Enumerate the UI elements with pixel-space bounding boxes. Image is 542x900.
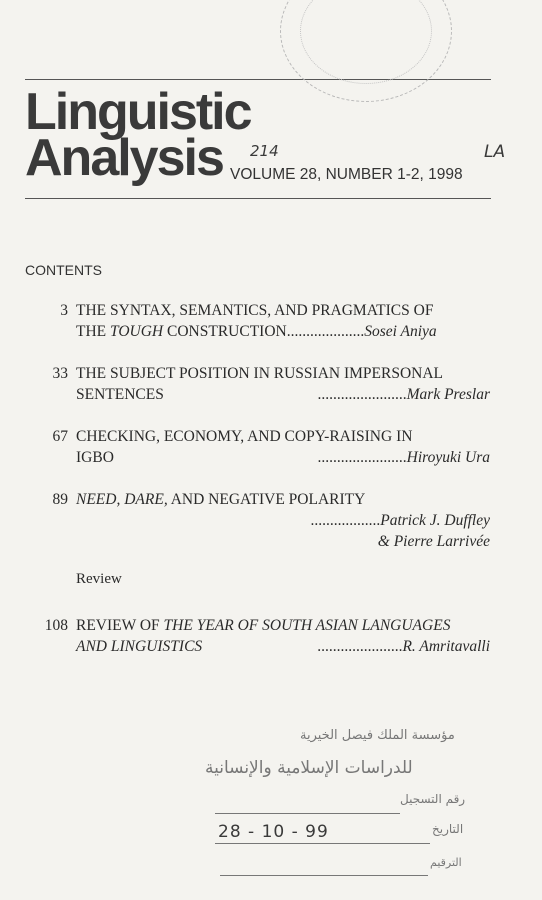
toc-title-line: CHECKING, ECONOMY, AND COPY-RAISING IN [76,428,413,445]
toc-leader: ....................... [317,386,407,403]
toc-title-line: AND LINGUISTICS ......................R. Amritavalli [76,638,490,655]
toc-title-italic: TOUGH [110,323,164,340]
toc-title-line: SENTENCES .......................Mark Preslar [76,386,490,403]
toc-author: Patrick J. Duffley [380,512,490,529]
toc-author-line [76,510,490,531]
toc-title-line: THE SUBJECT POSITION IN RUSSIAN IMPERSONAL [76,365,444,382]
toc-author: Sosei Aniya [364,323,437,340]
toc-author: Mark Preslar [406,386,490,403]
toc-title-line: IGBO .......................Hiroyuki Ura [76,449,490,466]
toc-leader: .................... [286,323,365,340]
toc-page-number: 33 [52,365,68,382]
stamp-row-class: الترقيم [430,856,462,869]
toc-entry[interactable] [36,363,490,405]
toc-author-line [76,531,490,552]
toc-title-line: THE TOUGH CONSTRUCTION....................Sosei Aniya [76,323,437,340]
volume-info: VOLUME 28, NUMBER 1-2, 1998 [230,166,463,183]
toc-entry[interactable] [36,426,490,468]
toc-entry[interactable] [36,300,490,342]
header-bottom-rule [25,198,491,199]
toc-leader: .................. [310,512,381,529]
stamp-row-line [215,843,430,844]
review-section-label: Review [76,571,122,587]
contents-heading: CONTENTS [25,262,102,278]
toc-leader: ...................... [317,638,403,655]
toc-page-number: 3 [60,302,68,319]
toc-title-line: THE SYNTAX, SEMANTICS, AND PRAGMATICS OF [76,302,434,319]
toc-entry[interactable] [36,489,490,552]
toc-leader: ....................... [317,449,407,466]
stamp-text-line1: مؤسسة الملك فيصل الخيرية [300,728,455,743]
toc-author: Hiroyuki Ura [406,449,490,466]
toc-author: & Pierre Larrivée [377,533,490,550]
toc-title-line: REVIEW OF THE YEAR OF SOUTH ASIAN LANGUAGES [76,617,451,634]
toc-title-line: NEED, DARE, AND NEGATIVE POLARITY [76,491,366,508]
toc-page-number: 89 [52,491,68,508]
toc-title-italic: THE YEAR OF SOUTH ASIAN LANGUAGES [163,617,451,634]
toc-page-number: 67 [52,428,68,445]
stamp-text-line2: للدراسات الإسلامية والإنسانية [205,758,413,778]
journal-title-line2: Analysis [25,129,223,187]
stamp-row-register: رقم التسجيل [400,792,466,806]
stamp-row-line [220,875,428,876]
toc-author: R. Amritavalli [402,638,490,655]
stamp-row-line [215,813,400,814]
toc-review-entry[interactable] [36,615,490,657]
stamp-date-value: 28 - 10 - 99 [218,822,329,842]
stamp-row-date: التاريخ [432,822,464,836]
journal-title-line1: Linguistic [25,83,251,141]
handwritten-code: LA [484,142,506,162]
toc-page-number: 108 [44,617,68,634]
toc-title-italic: NEED, DARE, [76,491,168,508]
handwritten-number: 214 [250,142,279,160]
